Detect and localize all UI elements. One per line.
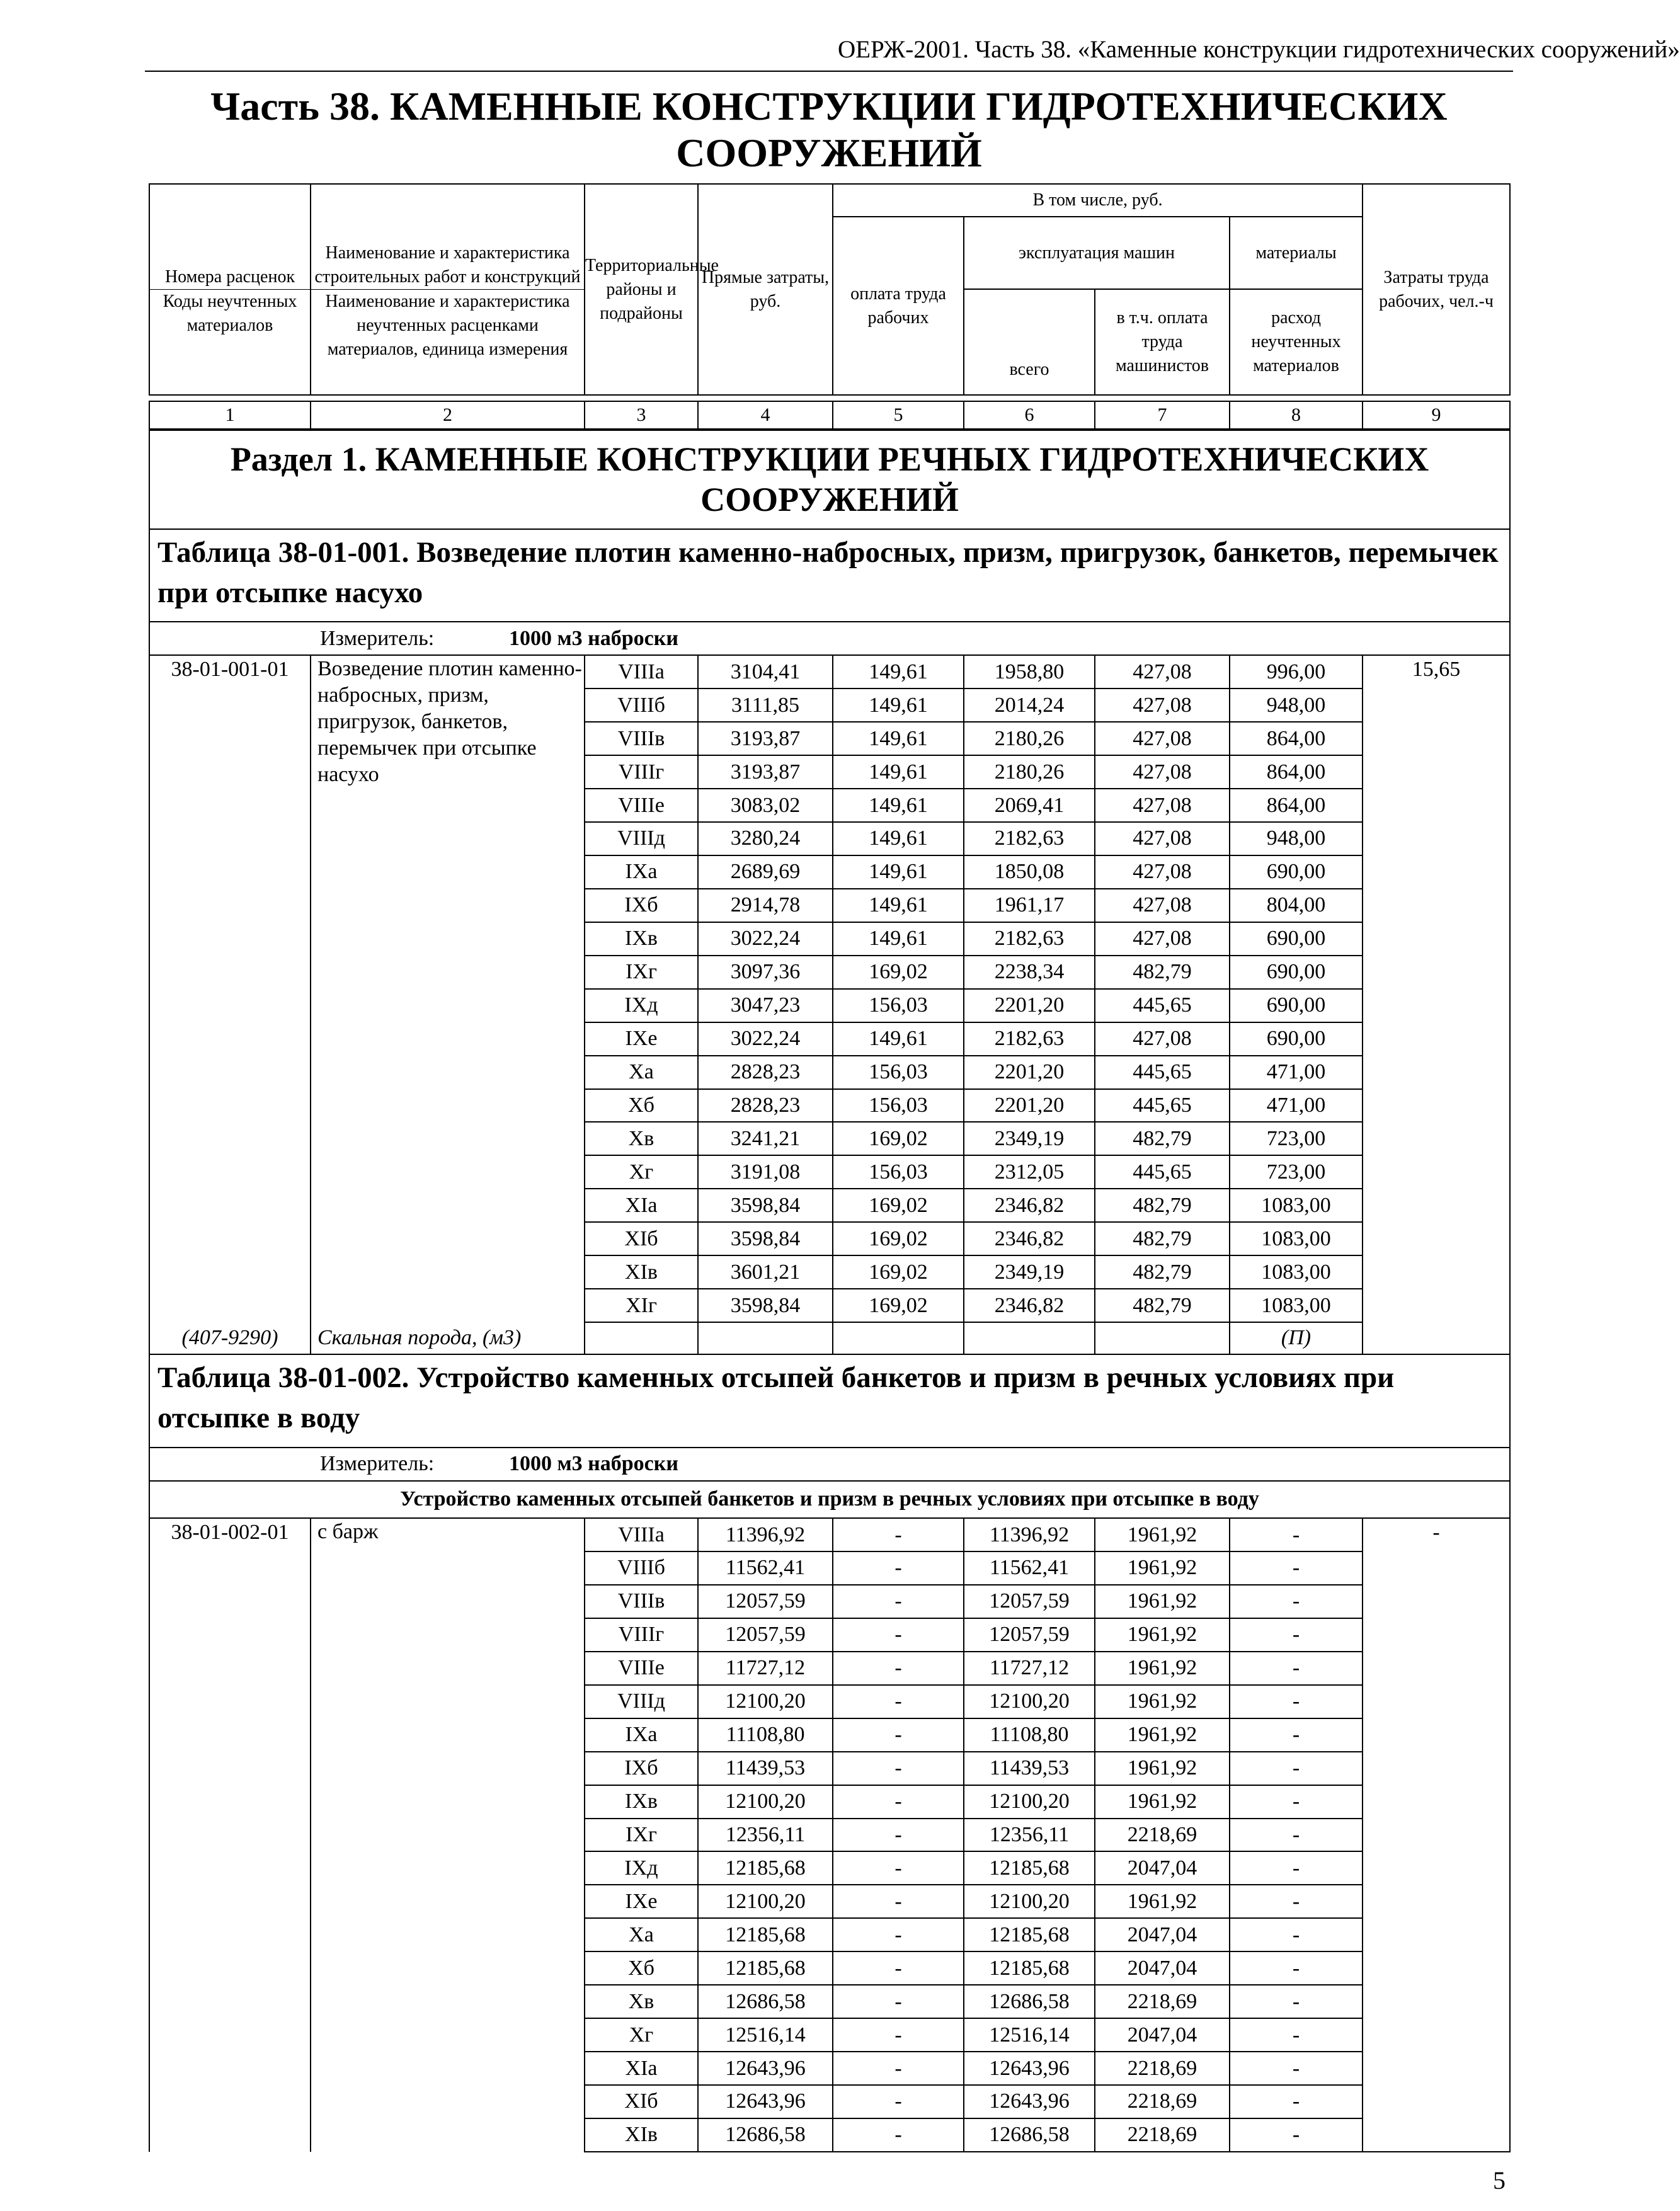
machines-total-cell: 2014,24	[964, 688, 1095, 722]
direct-cost-cell: 12516,14	[698, 2018, 833, 2052]
column-number: 7	[1095, 401, 1230, 429]
machines-total-cell: 12185,68	[964, 1851, 1095, 1885]
work-name: с барж	[311, 1518, 585, 2152]
region-cell: XIб	[585, 1222, 698, 1255]
labor-pay-cell: -	[833, 1951, 964, 1985]
machinist-pay-cell: 445,65	[1095, 1089, 1230, 1123]
direct-cost-cell: 3111,85	[698, 688, 833, 722]
measure-row	[149, 622, 1510, 655]
material-name: Скальная порода, (м3)	[311, 1322, 585, 1354]
materials-cell: 1083,00	[1230, 1255, 1363, 1289]
empty-cell	[964, 1322, 1095, 1354]
materials-cell: -	[1230, 2018, 1363, 2052]
column-number: 3	[585, 401, 698, 429]
machinist-pay-cell: 2047,04	[1095, 2018, 1230, 2052]
materials-header: материалы	[1230, 217, 1363, 289]
machines-total-cell: 2182,63	[964, 822, 1095, 855]
machines-total-cell: 1958,80	[964, 655, 1095, 688]
machines-total-cell: 11439,53	[964, 1752, 1095, 1785]
machines-total-cell: 12057,59	[964, 1585, 1095, 1618]
machines-total-cell: 12100,20	[964, 1885, 1095, 1918]
table-title: Таблица 38-01-002. Устройство каменных отсыпей банкетов и призм в речных условиях при отсыпке в воду	[149, 1354, 1510, 1448]
machines-total-cell: 2201,20	[964, 1056, 1095, 1089]
machines-total-cell: 2312,05	[964, 1155, 1095, 1189]
region-cell: IXг	[585, 1819, 698, 1852]
machinist-pay-cell: 427,08	[1095, 889, 1230, 922]
col7-header: в т.ч. оплата труда машинистов	[1095, 289, 1230, 395]
machinist-pay-cell: 2218,69	[1095, 1985, 1230, 2018]
machinist-pay-cell: 427,08	[1095, 822, 1230, 855]
region-cell: IXе	[585, 1022, 698, 1056]
region-cell: VIIIе	[585, 1652, 698, 1685]
labor-pay-cell: 169,02	[833, 1189, 964, 1222]
col3-header: Территориальные районы и подрайоны	[585, 184, 698, 395]
machines-total-cell: 2180,26	[964, 755, 1095, 789]
materials-cell: 690,00	[1230, 956, 1363, 989]
machines-total-cell: 12100,20	[964, 1685, 1095, 1718]
machinist-pay-cell: 427,08	[1095, 789, 1230, 822]
empty-cell	[585, 1322, 698, 1354]
machinist-pay-cell: 427,08	[1095, 922, 1230, 956]
labor-pay-cell: 169,02	[833, 1222, 964, 1255]
labor-pay-cell: 169,02	[833, 956, 964, 989]
labor-pay-cell: -	[833, 2085, 964, 2118]
machines-total-cell: 12185,68	[964, 1918, 1095, 1951]
measure-label: Измеритель:	[320, 626, 435, 650]
region-cell: IXд	[585, 989, 698, 1022]
part-title: Часть 38. КАМЕННЫЕ КОНСТРУКЦИИ ГИДРОТЕХНИЧЕСКИХ СООРУЖЕНИЙ	[210, 84, 1448, 175]
direct-cost-cell: 11562,41	[698, 1551, 833, 1585]
materials-cell: -	[1230, 2052, 1363, 2085]
machinist-pay-cell: 482,79	[1095, 1255, 1230, 1289]
materials-cell: -	[1230, 1851, 1363, 1885]
region-cell: Xв	[585, 1122, 698, 1155]
machinist-pay-cell: 2218,69	[1095, 1819, 1230, 1852]
materials-cell: -	[1230, 2085, 1363, 2118]
machinist-pay-cell: 2047,04	[1095, 1951, 1230, 1985]
page-number: 5	[1493, 2166, 1506, 2195]
machines-total-cell: 2349,19	[964, 1255, 1095, 1289]
machines-total-cell: 2346,82	[964, 1222, 1095, 1255]
direct-cost-cell: 3047,23	[698, 989, 833, 1022]
labor-pay-cell: -	[833, 1618, 964, 1652]
machinist-pay-cell: 482,79	[1095, 1289, 1230, 1322]
rate-code: 38-01-002-01	[149, 1518, 311, 2152]
machines-total-cell: 2346,82	[964, 1289, 1095, 1322]
machines-total-cell: 12643,96	[964, 2085, 1095, 2118]
materials-cell: 471,00	[1230, 1056, 1363, 1089]
machinist-pay-cell: 1961,92	[1095, 1685, 1230, 1718]
materials-cell: -	[1230, 1652, 1363, 1685]
labor-pay-cell: -	[833, 1785, 964, 1819]
region-cell: XIв	[585, 2118, 698, 2152]
materials-cell: -	[1230, 1718, 1363, 1752]
labor-pay-cell: 169,02	[833, 1122, 964, 1155]
region-cell: IXд	[585, 1851, 698, 1885]
labor-pay-cell: 156,03	[833, 989, 964, 1022]
measure-value: 1000 м3 наброски	[509, 626, 678, 650]
materials-cell: -	[1230, 1819, 1363, 1852]
measure-label: Измеритель:	[320, 1452, 435, 1476]
measure-value: 1000 м3 наброски	[509, 1452, 678, 1476]
direct-cost-cell: 3097,36	[698, 956, 833, 989]
machinist-pay-cell: 1961,92	[1095, 1652, 1230, 1685]
labor-pay-cell: 149,61	[833, 755, 964, 789]
direct-cost-cell: 3598,84	[698, 1189, 833, 1222]
material-consumption: (П)	[1230, 1322, 1363, 1354]
region-cell: XIг	[585, 1289, 698, 1322]
direct-cost-cell: 3280,24	[698, 822, 833, 855]
materials-cell: 864,00	[1230, 755, 1363, 789]
region-cell: VIIIг	[585, 755, 698, 789]
machines-total-cell: 12516,14	[964, 2018, 1095, 2052]
region-cell: Xб	[585, 1951, 698, 1985]
direct-cost-cell: 3241,21	[698, 1122, 833, 1155]
machines-total-cell: 12100,20	[964, 1785, 1095, 1819]
machinist-pay-cell: 482,79	[1095, 956, 1230, 989]
column-number: 1	[149, 401, 311, 429]
machinist-pay-cell: 482,79	[1095, 1222, 1230, 1255]
labor-cost: 15,65	[1363, 655, 1510, 1354]
direct-cost-cell: 12100,20	[698, 1685, 833, 1718]
column-number: 9	[1363, 401, 1510, 429]
machines-total-cell: 2201,20	[964, 1089, 1095, 1123]
col8-header: расход неучтенных материалов	[1230, 289, 1363, 395]
machinist-pay-cell: 445,65	[1095, 1155, 1230, 1189]
direct-cost-cell: 11396,92	[698, 1518, 833, 1551]
direct-cost-cell: 3598,84	[698, 1289, 833, 1322]
direct-cost-cell: 12057,59	[698, 1585, 833, 1618]
machines-total-cell: 11562,41	[964, 1551, 1095, 1585]
labor-pay-cell: 156,03	[833, 1155, 964, 1189]
table-subheader: Устройство каменных отсыпей банкетов и призм в речных условиях при отсыпке в воду	[149, 1481, 1510, 1519]
materials-cell: -	[1230, 1985, 1363, 2018]
machines-total-cell: 11396,92	[964, 1518, 1095, 1551]
column-number: 4	[698, 401, 833, 429]
direct-cost-cell: 12100,20	[698, 1785, 833, 1819]
labor-pay-cell: 149,61	[833, 722, 964, 755]
machinist-pay-cell: 2218,69	[1095, 2118, 1230, 2152]
region-cell: IXг	[585, 956, 698, 989]
machines-total-cell: 1850,08	[964, 855, 1095, 889]
labor-pay-cell: 156,03	[833, 1089, 964, 1123]
machinist-pay-cell: 1961,92	[1095, 1885, 1230, 1918]
col2-top-header: Наименование и характеристика строительных работ и конструкций	[311, 184, 585, 289]
column-number: 5	[833, 401, 964, 429]
col1-bottom-header: Коды неучтенных материалов	[149, 289, 311, 395]
materials-cell: -	[1230, 1585, 1363, 1618]
machines-total-cell: 12185,68	[964, 1951, 1095, 1985]
empty-cell	[1095, 1322, 1230, 1354]
machines-total-cell: 12057,59	[964, 1618, 1095, 1652]
machinist-pay-cell: 1961,92	[1095, 1785, 1230, 1819]
region-cell: XIв	[585, 1255, 698, 1289]
column-number: 6	[964, 401, 1095, 429]
region-cell: Xв	[585, 1985, 698, 2018]
region-cell: VIIIа	[585, 1518, 698, 1551]
machinist-pay-cell: 482,79	[1095, 1122, 1230, 1155]
column-number: 8	[1230, 401, 1363, 429]
direct-cost-cell: 3191,08	[698, 1155, 833, 1189]
labor-pay-cell: 149,61	[833, 855, 964, 889]
labor-pay-cell: 156,03	[833, 1056, 964, 1089]
machines-total-cell: 12643,96	[964, 2052, 1095, 2085]
labor-pay-cell: -	[833, 1851, 964, 1885]
section-title: Раздел 1. КАМЕННЫЕ КОНСТРУКЦИИ РЕЧНЫХ ГИДРОТЕХНИЧЕСКИХ СООРУЖЕНИЙ	[149, 430, 1510, 529]
direct-cost-cell: 12356,11	[698, 1819, 833, 1852]
labor-pay-cell: -	[833, 1518, 964, 1551]
empty-cell	[698, 1322, 833, 1354]
direct-cost-cell: 3083,02	[698, 789, 833, 822]
materials-cell: 1083,00	[1230, 1222, 1363, 1255]
region-cell: VIIIг	[585, 1618, 698, 1652]
machinist-pay-cell: 445,65	[1095, 1056, 1230, 1089]
region-cell: Xг	[585, 1155, 698, 1189]
direct-cost-cell: 3193,87	[698, 755, 833, 789]
direct-cost-cell: 12057,59	[698, 1618, 833, 1652]
empty-cell	[833, 1322, 964, 1354]
labor-cost: -	[1363, 1518, 1510, 2152]
direct-cost-cell: 3598,84	[698, 1222, 833, 1255]
machinist-pay-cell: 427,08	[1095, 655, 1230, 688]
work-name: Возведение плотин каменно-набросных, призм, пригрузок, банкетов, перемычек при отсыпке насухо	[311, 655, 585, 1322]
labor-pay-cell: 149,61	[833, 922, 964, 956]
machinist-pay-cell: 427,08	[1095, 1022, 1230, 1056]
col5-header: оплата труда рабочих	[833, 217, 964, 395]
table-row	[149, 1518, 1510, 1551]
materials-cell: 948,00	[1230, 688, 1363, 722]
region-cell: VIIIб	[585, 1551, 698, 1585]
materials-cell: 864,00	[1230, 722, 1363, 755]
materials-cell: -	[1230, 1752, 1363, 1785]
materials-cell: -	[1230, 1951, 1363, 1985]
labor-pay-cell: -	[833, 1718, 964, 1752]
labor-pay-cell: 169,02	[833, 1289, 964, 1322]
direct-cost-cell: 3022,24	[698, 1022, 833, 1056]
region-cell: IXв	[585, 922, 698, 956]
region-cell: VIIIе	[585, 789, 698, 822]
labor-pay-cell: 149,61	[833, 789, 964, 822]
materials-cell: 723,00	[1230, 1155, 1363, 1189]
column-header-table	[149, 183, 1511, 396]
materials-cell: 690,00	[1230, 922, 1363, 956]
region-cell: Xа	[585, 1056, 698, 1089]
machinist-pay-cell: 427,08	[1095, 722, 1230, 755]
materials-cell: 864,00	[1230, 789, 1363, 822]
machines-total-cell: 12356,11	[964, 1819, 1095, 1852]
col9-header: Затраты труда рабочих, чел.-ч	[1363, 184, 1510, 395]
machinist-pay-cell: 1961,92	[1095, 1585, 1230, 1618]
labor-pay-cell: 169,02	[833, 1255, 964, 1289]
labor-pay-cell: -	[833, 1819, 964, 1852]
region-cell: IXв	[585, 1785, 698, 1819]
rate-code: 38-01-001-01	[149, 655, 311, 1322]
materials-cell: -	[1230, 1885, 1363, 1918]
rates-table	[149, 430, 1511, 2152]
machinist-pay-cell: 2047,04	[1095, 1918, 1230, 1951]
machines-header: эксплуатация машин	[964, 217, 1230, 289]
region-cell: XIа	[585, 1189, 698, 1222]
machinist-pay-cell: 2047,04	[1095, 1851, 1230, 1885]
region-cell: IXе	[585, 1885, 698, 1918]
machinist-pay-cell: 2218,69	[1095, 2052, 1230, 2085]
materials-cell: 996,00	[1230, 655, 1363, 688]
direct-cost-cell: 3601,21	[698, 1255, 833, 1289]
materials-cell: -	[1230, 1518, 1363, 1551]
region-cell: VIIIд	[585, 1685, 698, 1718]
labor-pay-cell: -	[833, 2018, 964, 2052]
col2-bottom-header: Наименование и характеристика неучтенных расценками материалов, единица измерения	[311, 289, 585, 395]
machines-total-cell: 2182,63	[964, 1022, 1095, 1056]
region-cell: VIIIб	[585, 688, 698, 722]
machines-total-cell: 11727,12	[964, 1652, 1095, 1685]
labor-pay-cell: -	[833, 1585, 964, 1618]
direct-cost-cell: 12643,96	[698, 2085, 833, 2118]
labor-pay-cell: 149,61	[833, 822, 964, 855]
machines-total-cell: 12686,58	[964, 1985, 1095, 2018]
materials-cell: 690,00	[1230, 855, 1363, 889]
labor-pay-cell: -	[833, 1551, 964, 1585]
materials-cell: 723,00	[1230, 1122, 1363, 1155]
col1-top-header: Номера расценок	[149, 184, 311, 289]
region-cell: VIIIв	[585, 1585, 698, 1618]
direct-cost-cell: 11727,12	[698, 1652, 833, 1685]
labor-pay-cell: -	[833, 2118, 964, 2152]
machines-total-cell: 2069,41	[964, 789, 1095, 822]
materials-cell: -	[1230, 1685, 1363, 1718]
machinist-pay-cell: 427,08	[1095, 755, 1230, 789]
machinist-pay-cell: 2218,69	[1095, 2085, 1230, 2118]
direct-cost-cell: 11108,80	[698, 1718, 833, 1752]
labor-pay-cell: -	[833, 1752, 964, 1785]
included-header: В том числе, руб.	[833, 184, 1363, 217]
region-cell: XIа	[585, 2052, 698, 2085]
direct-cost-cell: 2828,23	[698, 1089, 833, 1123]
direct-cost-cell: 12185,68	[698, 1851, 833, 1885]
machinist-pay-cell: 1961,92	[1095, 1518, 1230, 1551]
machinist-pay-cell: 1961,92	[1095, 1718, 1230, 1752]
direct-cost-cell: 12643,96	[698, 2052, 833, 2085]
labor-pay-cell: -	[833, 1685, 964, 1718]
machines-total-cell: 12686,58	[964, 2118, 1095, 2152]
labor-pay-cell: 149,61	[833, 1022, 964, 1056]
region-cell: Xг	[585, 2018, 698, 2052]
region-cell: VIIIд	[585, 822, 698, 855]
direct-cost-cell: 2914,78	[698, 889, 833, 922]
materials-cell: 690,00	[1230, 989, 1363, 1022]
materials-cell: 1083,00	[1230, 1289, 1363, 1322]
direct-cost-cell: 12686,58	[698, 2118, 833, 2152]
labor-pay-cell: 149,61	[833, 889, 964, 922]
header-rule	[145, 71, 1513, 72]
materials-cell: 1083,00	[1230, 1189, 1363, 1222]
material-code: (407-9290)	[149, 1322, 311, 1354]
region-cell: IXа	[585, 1718, 698, 1752]
measure-row	[149, 1448, 1510, 1481]
machinist-pay-cell: 445,65	[1095, 989, 1230, 1022]
materials-cell: 948,00	[1230, 822, 1363, 855]
region-cell: Xа	[585, 1918, 698, 1951]
table-row	[149, 655, 1510, 688]
machinist-pay-cell: 427,08	[1095, 688, 1230, 722]
col6-header: всего	[964, 289, 1095, 395]
machinist-pay-cell: 427,08	[1095, 855, 1230, 889]
machines-total-cell: 2349,19	[964, 1122, 1095, 1155]
direct-cost-cell: 3104,41	[698, 655, 833, 688]
labor-pay-cell: -	[833, 1652, 964, 1685]
materials-cell: 804,00	[1230, 889, 1363, 922]
labor-pay-cell: -	[833, 1885, 964, 1918]
materials-cell: -	[1230, 2118, 1363, 2152]
machinist-pay-cell: 1961,92	[1095, 1618, 1230, 1652]
labor-pay-cell: -	[833, 2052, 964, 2085]
region-cell: VIIIв	[585, 722, 698, 755]
direct-cost-cell: 11439,53	[698, 1752, 833, 1785]
region-cell: IXб	[585, 889, 698, 922]
direct-cost-cell: 12100,20	[698, 1885, 833, 1918]
running-header: ОЕРЖ-2001. Часть 38. «Каменные конструкции гидротехнических сооружений»	[838, 36, 1680, 63]
direct-cost-cell: 12185,68	[698, 1918, 833, 1951]
machines-total-cell: 2238,34	[964, 956, 1095, 989]
region-cell: IXа	[585, 855, 698, 889]
direct-cost-cell: 3193,87	[698, 722, 833, 755]
table-title: Таблица 38-01-001. Возведение плотин каменно-набросных, призм, пригрузок, банкетов, перемычек при отсыпке насухо	[149, 529, 1510, 622]
materials-cell: -	[1230, 1785, 1363, 1819]
region-cell: Xб	[585, 1089, 698, 1123]
region-cell: XIб	[585, 2085, 698, 2118]
labor-pay-cell: 149,61	[833, 655, 964, 688]
machines-total-cell: 1961,17	[964, 889, 1095, 922]
column-number-row	[149, 401, 1511, 430]
machines-total-cell: 2201,20	[964, 989, 1095, 1022]
labor-pay-cell: -	[833, 1918, 964, 1951]
machines-total-cell: 2346,82	[964, 1189, 1095, 1222]
region-cell: VIIIа	[585, 655, 698, 688]
machinist-pay-cell: 1961,92	[1095, 1752, 1230, 1785]
materials-cell: 471,00	[1230, 1089, 1363, 1123]
materials-cell: -	[1230, 1918, 1363, 1951]
machines-total-cell: 2182,63	[964, 922, 1095, 956]
col4-header: Прямые затраты, руб.	[698, 184, 833, 395]
direct-cost-cell: 3022,24	[698, 922, 833, 956]
labor-pay-cell: 149,61	[833, 688, 964, 722]
direct-cost-cell: 12185,68	[698, 1951, 833, 1985]
materials-cell: 690,00	[1230, 1022, 1363, 1056]
labor-pay-cell: -	[833, 1985, 964, 2018]
direct-cost-cell: 2689,69	[698, 855, 833, 889]
materials-cell: -	[1230, 1618, 1363, 1652]
machinist-pay-cell: 482,79	[1095, 1189, 1230, 1222]
direct-cost-cell: 12686,58	[698, 1985, 833, 2018]
direct-cost-cell: 2828,23	[698, 1056, 833, 1089]
materials-cell: -	[1230, 1551, 1363, 1585]
column-number: 2	[311, 401, 585, 429]
machines-total-cell: 2180,26	[964, 722, 1095, 755]
machinist-pay-cell: 1961,92	[1095, 1551, 1230, 1585]
region-cell: IXб	[585, 1752, 698, 1785]
machines-total-cell: 11108,80	[964, 1718, 1095, 1752]
